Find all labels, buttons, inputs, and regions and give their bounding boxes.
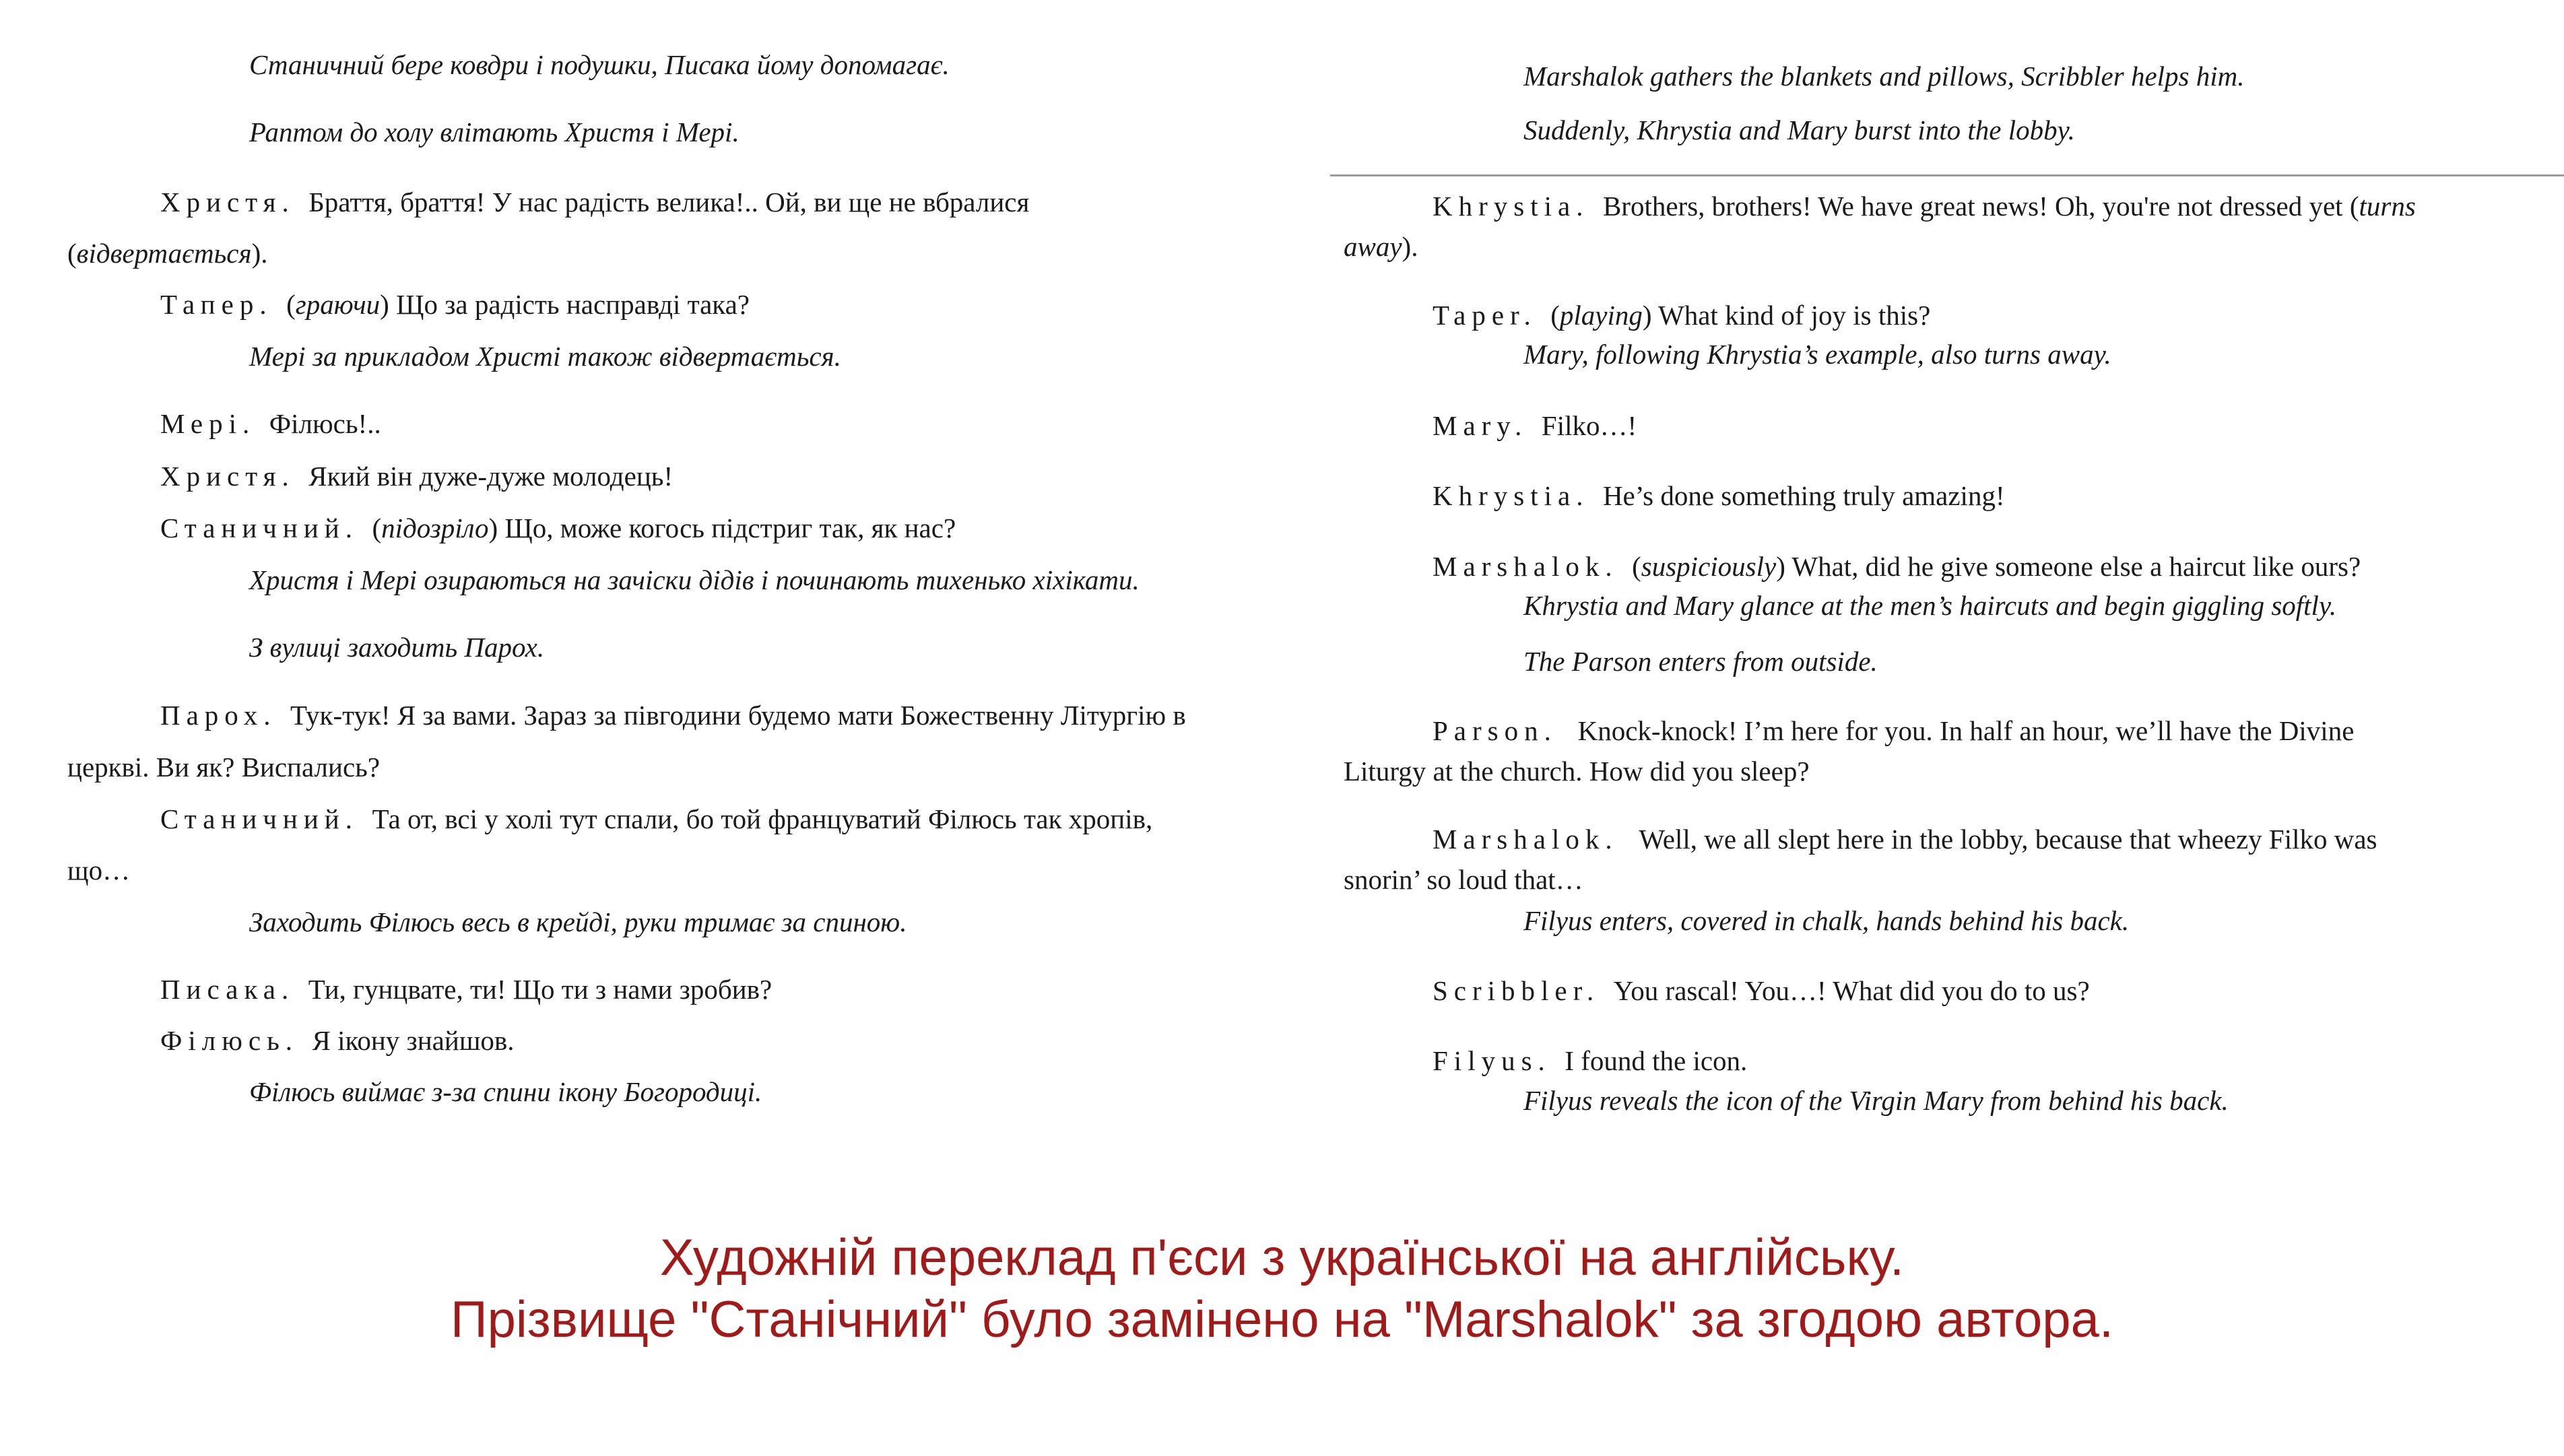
- dialogue-line: [160, 407, 381, 440]
- caption-line-1: Художній переклад п'єси з української на англійську.: [659, 1229, 1905, 1286]
- dialogue-text: Що за радість насправді така?: [396, 289, 750, 320]
- dialogue-line: away).: [1344, 231, 1418, 262]
- stage-direction: Filyus reveals the icon of the Virgin Mary from behind his back.: [1523, 1085, 2229, 1116]
- dialogue-line: [160, 186, 1029, 218]
- character-name: Христя.: [160, 461, 295, 492]
- stage-direction: The Parson enters from outside.: [1523, 646, 1878, 677]
- dialogue-line: [160, 699, 1186, 731]
- parenthetical: граючи: [295, 289, 381, 320]
- character-name: Парох.: [160, 700, 277, 731]
- dialogue-text: Що, може когось підстриг так, як нас?: [504, 512, 956, 543]
- dialogue-text: What kind of joy is this?: [1658, 300, 1931, 331]
- dialogue-line: [1433, 974, 2090, 1007]
- dialogue-line: [1433, 479, 2005, 512]
- stage-direction: Filyus enters, covered in chalk, hands behind his back.: [1523, 905, 2130, 936]
- stage-direction: Філюсь виймає з-за спини ікону Богородиці.: [249, 1076, 762, 1107]
- dialogue-text: You rascal! You…! What did you do to us?: [1613, 975, 2090, 1006]
- dialogue-line: Taper. (playing) What kind of joy is this?: [1433, 300, 1931, 331]
- dialogue-text: церкві. Ви як? Виспались?: [67, 752, 381, 783]
- dialogue-line: Тапер. (граючи) Що за радість насправді така?: [160, 289, 750, 320]
- dialogue-text: Liturgy at the church. How did you sleep?: [1344, 756, 1810, 787]
- stage-direction: Marshalok gathers the blankets and pillows, Scribbler helps him.: [1523, 61, 2245, 92]
- dialogue-line: [1433, 715, 2354, 747]
- dialogue-text: snorin’ so loud that…: [1344, 864, 1583, 895]
- dialogue-text: Well, we all slept here in the lobby, because that wheezy Filko was: [1639, 824, 2377, 855]
- dialogue-text: Я ікону знайшов.: [312, 1025, 515, 1056]
- dialogue-line: [160, 803, 1152, 835]
- dialogue-text: Та от, всі у холі тут спали, бо той француватий Філюсь так хропів,: [372, 803, 1153, 834]
- dialogue-text: I found the icon.: [1565, 1045, 1748, 1076]
- dialogue-text: Knock-knock! I’m here for you. In half an hour, we’ll have the Divine: [1577, 715, 2355, 746]
- stage-direction: Заходить Філюсь весь в крейді, руки тримає за спиною.: [249, 906, 907, 937]
- stage-direction: Станичний бере ковдри і подушки, Писака йому допомагає.: [249, 49, 950, 80]
- parenthetical: підозріло: [381, 512, 489, 543]
- dialogue-line: [160, 973, 772, 1005]
- character-name: Filyus.: [1433, 1045, 1551, 1076]
- dialogue-line: [1433, 823, 2377, 855]
- stage-direction: Мері за прикладом Христі також відвертається.: [249, 341, 841, 372]
- character-name: Khrystia.: [1433, 191, 1589, 222]
- parenthetical: відвертається: [76, 238, 252, 269]
- stage-direction: Khrystia and Mary glance at the men’s haircuts and begin giggling softly.: [1523, 590, 2337, 621]
- stage-direction: Suddenly, Khrystia and Mary burst into the lobby.: [1523, 114, 2075, 145]
- header-divider: [1330, 174, 2564, 176]
- stage-direction: Mary, following Khrystia’s example, also turns away.: [1523, 339, 2111, 370]
- stage-direction: Христя і Мері озираються на зачіски дідів і починають тихенько хіхікати.: [249, 564, 1140, 595]
- character-name: Христя.: [160, 187, 295, 218]
- stage-direction: Раптом до холу влітають Христя і Мері.: [249, 117, 739, 147]
- dialogue-line: [1433, 409, 1637, 442]
- dialogue-text: Який він дуже-дуже молодець!: [308, 461, 673, 492]
- character-name: Taper.: [1433, 300, 1537, 331]
- caption-line-2: Прізвище "Станічний" було замінено на "Marshalok" за згодою автора.: [451, 1291, 2113, 1348]
- dialogue-text: What, did he give someone else a haircut like ours?: [1791, 551, 2361, 582]
- dialogue-line: Станичний. (підозріло) Що, може когось підстриг так, як нас?: [160, 512, 956, 543]
- character-name: Тапер.: [160, 289, 273, 320]
- parenthetical: away: [1344, 231, 1402, 262]
- dialogue-line: (відвертається).: [67, 238, 268, 269]
- dialogue-text: Філюсь!..: [269, 408, 381, 439]
- dialogue-text: He’s done something truly amazing!: [1602, 480, 2005, 511]
- character-name: Філюсь.: [160, 1025, 299, 1056]
- character-name: Marshalok.: [1433, 824, 1618, 855]
- character-name: Khrystia.: [1433, 480, 1589, 511]
- character-name: Mary.: [1433, 410, 1528, 441]
- parenthetical: suspiciously: [1641, 551, 1777, 582]
- stage-direction: З вулиці заходить Парох.: [249, 632, 545, 663]
- character-name: Станичний.: [160, 803, 358, 834]
- character-name: Станичний.: [160, 512, 358, 543]
- character-name: Marshalok.: [1433, 551, 1618, 582]
- dialogue-text: Brothers, brothers! We have great news! Oh, you're not dressed yet (: [1602, 191, 2359, 222]
- dialogue-line: [1433, 190, 2416, 222]
- parenthetical: playing: [1559, 300, 1643, 331]
- dialogue-text: Браття, браття! У нас радість велика!.. Ой, ви ще не вбралися: [308, 187, 1030, 218]
- dialogue-line: [160, 1024, 515, 1057]
- dialogue-text: Ти, гунцвате, ти! Що ти з нами зробив?: [308, 974, 773, 1005]
- character-name: Мері.: [160, 408, 256, 439]
- dialogue-line: Marshalok. (suspiciously) What, did he give someone else a haircut like ours?: [1433, 551, 2361, 582]
- character-name: Писака.: [160, 974, 295, 1005]
- dialogue-text: Filko…!: [1541, 410, 1637, 441]
- character-name: Scribbler.: [1433, 975, 1600, 1006]
- parenthetical: turns: [2359, 191, 2416, 222]
- dialogue-text: Тук-тук! Я за вами. Зараз за півгодини будемо мати Божественну Літургію в: [290, 700, 1186, 731]
- dialogue-text: що…: [67, 855, 131, 886]
- dialogue-line: [1433, 1045, 1747, 1077]
- character-name: Parson.: [1433, 715, 1557, 746]
- dialogue-line: [160, 460, 673, 492]
